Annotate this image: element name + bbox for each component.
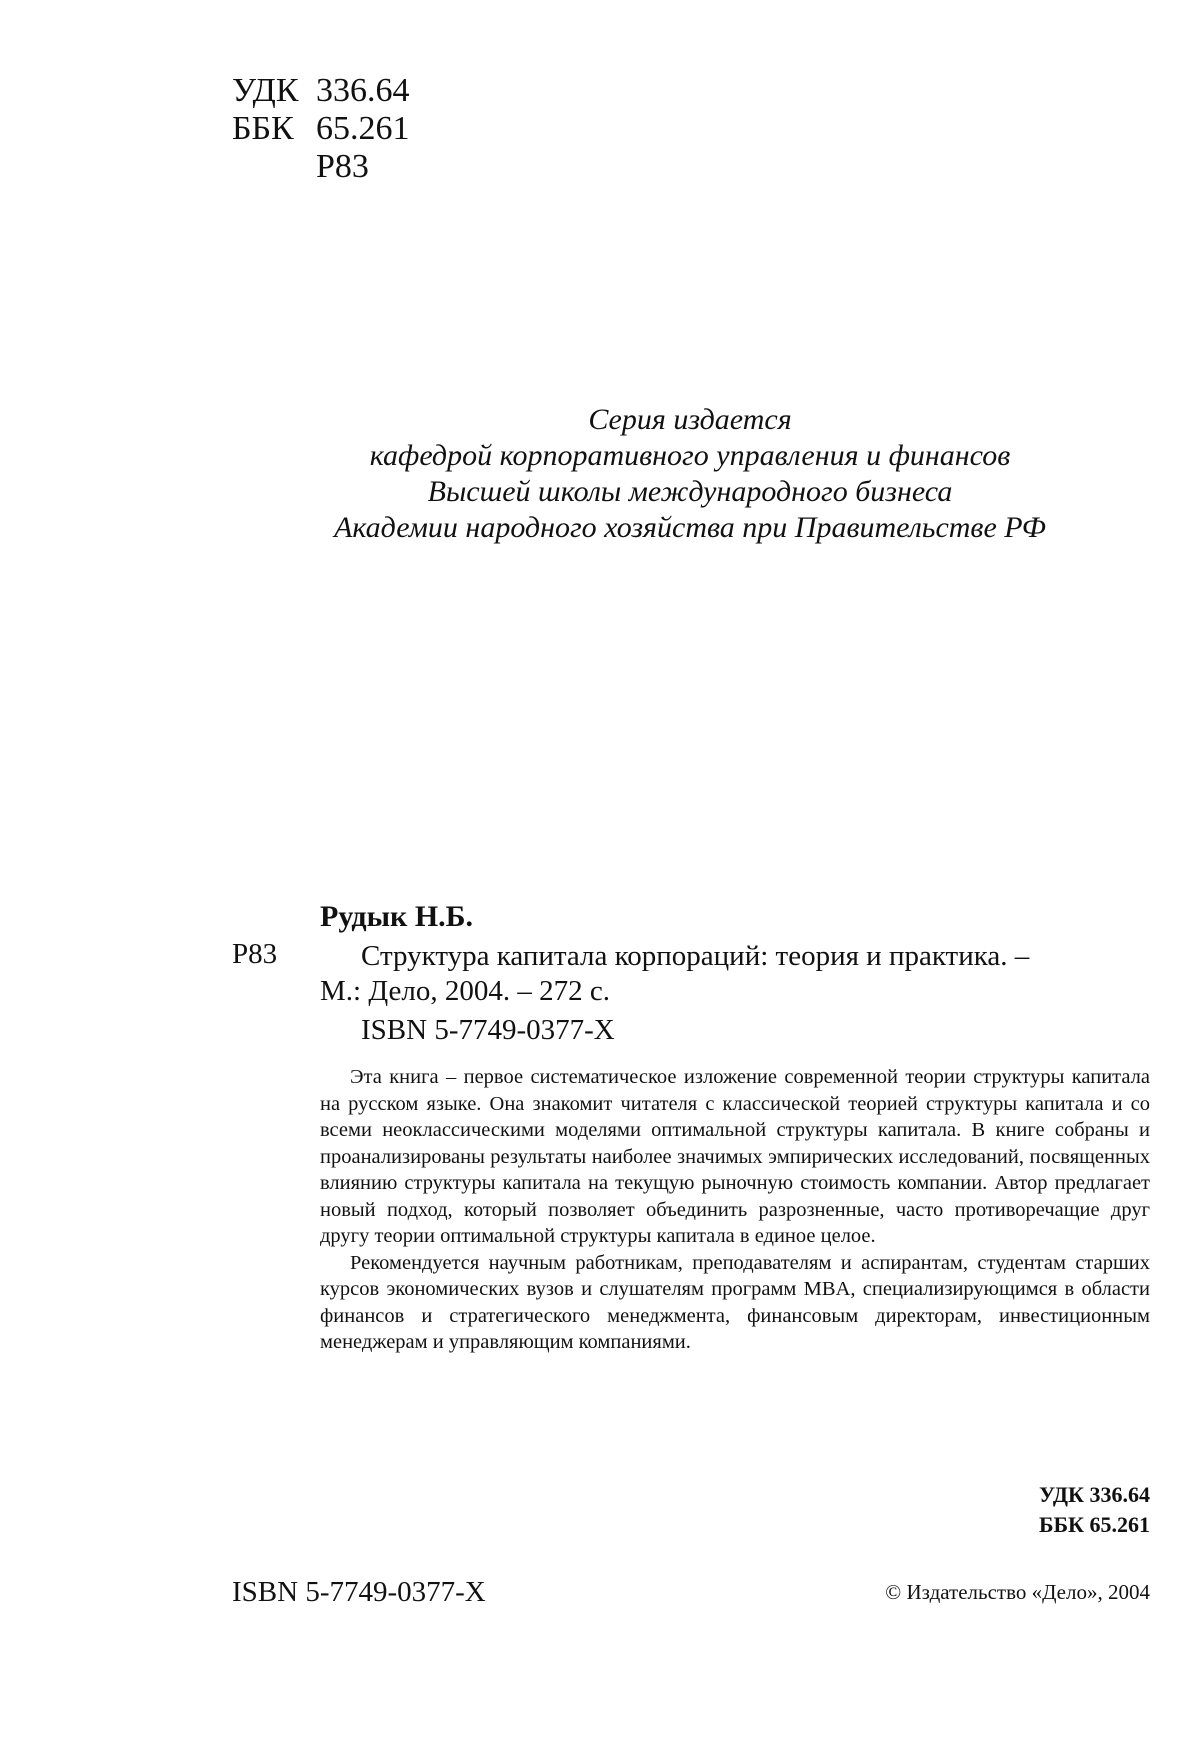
series-line-2: кафедрой корпоративного управления и финансов	[369, 439, 1011, 472]
abstract-paragraph-1: Эта книга – первое систематическое изложение современной теории структуры капитала на русском языке. Она знакомит читателя с классической теорией структуры капитала и со всеми неоклассическими моделями оптимальной структуры капитала. В книге собраны и проанализированы результаты наиболее значимых эмпирических исследований, посвященных влиянию структуры капитала на текущую рыночную стоимость компании. Автор предлагает новый подход, который позволяет объединить разрозненные, часто противоречащие друг другу теории оптимальной структуры капитала в единое целое.	[320, 1066, 1150, 1247]
series-line-4: Академии народного хозяйства при Правительстве РФ	[334, 511, 1046, 544]
author-code: P83	[316, 148, 369, 185]
footer-bbk: ББК 65.261	[1038, 1512, 1150, 1537]
classification-header	[232, 72, 410, 186]
copyright-notice: © Издательство «Дело», 2004	[885, 1580, 1150, 1604]
entry-isbn: ISBN 5-7749-0377-X	[361, 1014, 615, 1046]
abstract-paragraph-2: Рекомендуется научным работникам, преподавателям и аспирантам, студентам старших курсов экономических вузов и слушателям программ MBA, специализирующимся в области финансов и стратегического менеджмента, финансовым директорам, инвестиционным менеджерам и управляющим компаниями.	[320, 1251, 1150, 1353]
title-line: Структура капитала корпораций: теория и практика. –	[361, 940, 1030, 972]
udk-row	[232, 72, 410, 110]
entry-title	[361, 938, 1151, 975]
footer-isbn: ISBN 5-7749-0377-X	[232, 1576, 486, 1608]
series-line-1: Серия издается	[588, 403, 792, 436]
footer-classification	[1039, 1480, 1150, 1540]
bbk-value: 65.261	[316, 110, 410, 147]
bbk-label: ББК	[232, 110, 294, 147]
footer-udk: УДК 336.64	[1038, 1482, 1150, 1507]
author-name: Рудык Н.Б.	[320, 900, 473, 933]
udk-value: 336.64	[316, 72, 410, 109]
abstract	[320, 1064, 1150, 1356]
entry-code: P83	[232, 938, 278, 970]
series-line-3: Высшей школы международного бизнеса	[427, 475, 953, 508]
udk-label: УДК	[232, 72, 299, 109]
publication-info: М.: Дело, 2004. – 272 с.	[320, 975, 610, 1007]
series-note	[200, 402, 1180, 546]
bbk-row	[232, 110, 410, 148]
